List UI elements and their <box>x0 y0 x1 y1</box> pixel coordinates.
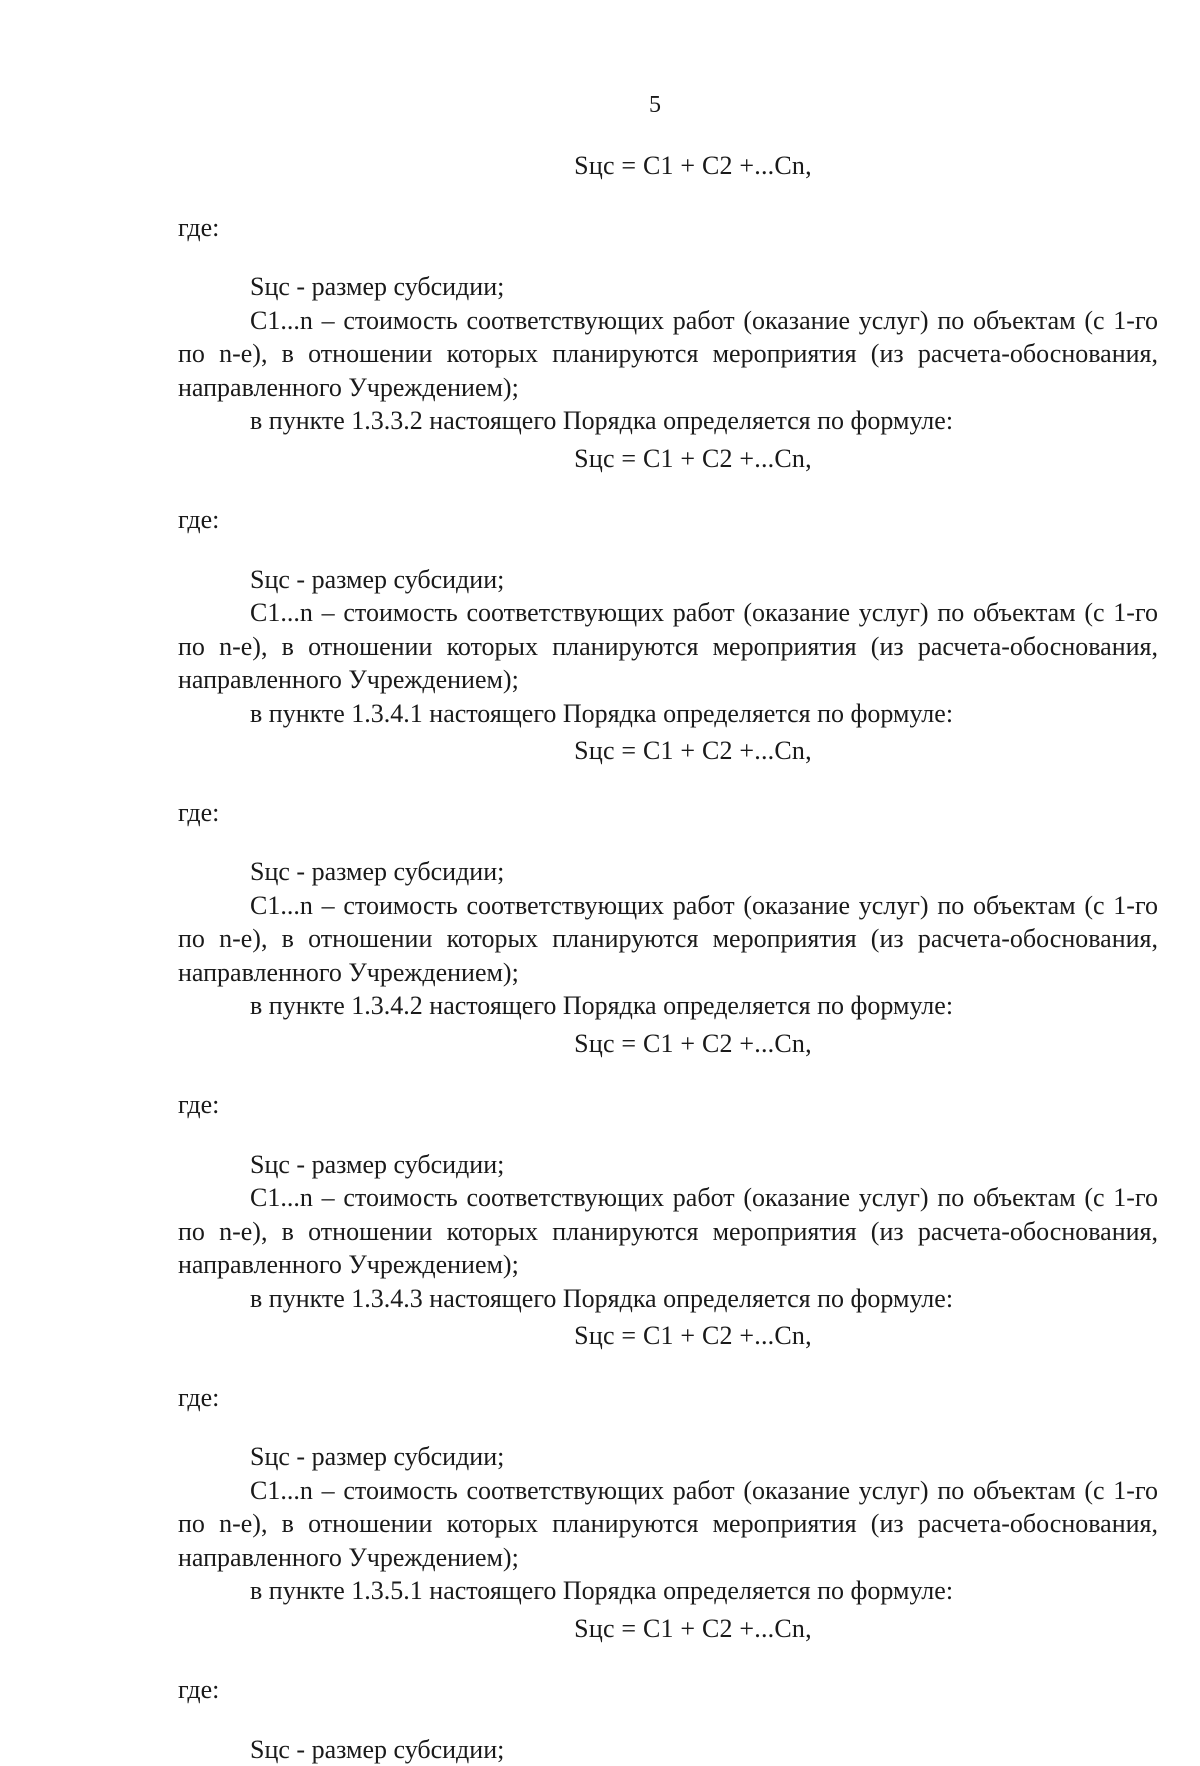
subsidy-size-definition: Sцс - размер субсидии; <box>178 1440 1158 1474</box>
formula: Sцс = C1 + C2 +...Cn, <box>178 734 1158 768</box>
point-line: в пункте 1.3.4.1 настоящего Порядка определяется по формуле: <box>178 697 1158 731</box>
formula: Sцс = C1 + C2 +...Cn, <box>178 442 1158 476</box>
cost-definition: C1...n – стоимость соответствующих работ (оказание услуг) по объектам (с 1-го по n-е), в отношении которых планируются мероприятия (из расчета-обоснования, направленного Учреждением); <box>178 596 1158 697</box>
where-label: где: <box>178 1088 1158 1122</box>
point-line: в пункте 1.3.4.3 настоящего Порядка определяется по формуле: <box>178 1282 1158 1316</box>
point-line: в пункте 1.3.5.1 настоящего Порядка определяется по формуле: <box>178 1574 1158 1608</box>
formula: Sцс = C1 + C2 +...Cn, <box>178 1027 1158 1061</box>
point-line: в пункте 1.3.4.2 настоящего Порядка определяется по формуле: <box>178 989 1158 1023</box>
point-line: в пункте 1.3.3.2 настоящего Порядка определяется по формуле: <box>178 404 1158 438</box>
formula: Sцс = C1 + C2 +...Cn, <box>178 1612 1158 1646</box>
formula: Sцс = C1 + C2 +...Cn, <box>178 1319 1158 1353</box>
where-label: где: <box>178 796 1158 830</box>
document-body <box>178 145 1158 1766</box>
cost-definition: C1...n – стоимость соответствующих работ (оказание услуг) по объектам (с 1-го по n-е), в отношении которых планируются мероприятия (из расчета-обоснования, направленного Учреждением); <box>178 1181 1158 1282</box>
where-label: где: <box>178 1673 1158 1707</box>
page-number: 5 <box>0 92 1200 119</box>
where-label: где: <box>178 1381 1158 1415</box>
cost-definition: C1...n – стоимость соответствующих работ (оказание услуг) по объектам (с 1-го по n-е), в отношении которых планируются мероприятия (из расчета-обоснования, направленного Учреждением); <box>178 304 1158 405</box>
subsidy-size-definition: Sцс - размер субсидии; <box>178 855 1158 889</box>
subsidy-size-definition: Sцс - размер субсидии; <box>178 270 1158 304</box>
subsidy-size-definition: Sцс - размер субсидии; <box>178 1733 1158 1766</box>
cost-definition: C1...n – стоимость соответствующих работ (оказание услуг) по объектам (с 1-го по n-е), в отношении которых планируются мероприятия (из расчета-обоснования, направленного Учреждением); <box>178 1474 1158 1575</box>
where-label: где: <box>178 503 1158 537</box>
cost-definition: C1...n – стоимость соответствующих работ (оказание услуг) по объектам (с 1-го по n-е), в отношении которых планируются мероприятия (из расчета-обоснования, направленного Учреждением); <box>178 889 1158 990</box>
formula: Sцс = C1 + C2 +...Cn, <box>178 149 1158 183</box>
where-label: где: <box>178 211 1158 245</box>
subsidy-size-definition: Sцс - размер субсидии; <box>178 1148 1158 1182</box>
subsidy-size-definition: Sцс - размер субсидии; <box>178 563 1158 597</box>
